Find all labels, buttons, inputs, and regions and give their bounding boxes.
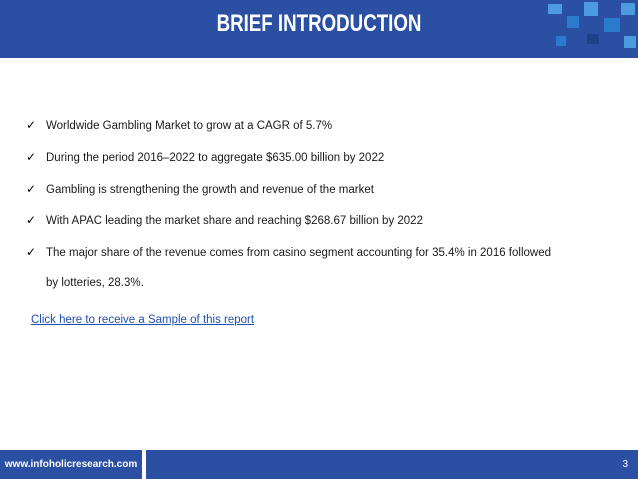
footer-website: www.infoholicresearch.com <box>0 450 142 479</box>
bullet-text: With APAC leading the market share and reaching $268.67 billion by 2022 <box>46 215 423 227</box>
bullet-text: Gambling is strengthening the growth and revenue of the market <box>46 184 374 196</box>
decorative-square <box>621 3 635 15</box>
footer-bar <box>146 450 638 479</box>
decorative-square <box>604 18 620 32</box>
bullet-item <box>26 118 332 132</box>
decorative-square <box>584 2 598 16</box>
decorative-square <box>548 4 562 14</box>
checkmark-icon: ✓ <box>26 150 37 164</box>
decorative-square <box>624 36 636 48</box>
bullet-continuation: by lotteries, 28.3%. <box>46 277 144 289</box>
bullet-item <box>26 150 384 164</box>
bullet-text: During the period 2016–2022 to aggregate $635.00 billion by 2022 <box>46 152 385 164</box>
slide-title: BRIEF INTRODUCTION <box>216 10 422 37</box>
decorative-square <box>556 36 566 46</box>
bullet-text: The major share of the revenue comes from casino segment accounting for 35.4% in 2016 followed <box>46 247 552 259</box>
checkmark-icon: ✓ <box>26 213 37 227</box>
bullet-item <box>26 182 374 196</box>
sample-report-link[interactable]: Click here to receive a Sample of this report <box>31 314 255 326</box>
slide-header <box>0 0 638 58</box>
bullet-text: Worldwide Gambling Market to grow at a CAGR of 5.7% <box>46 120 333 132</box>
checkmark-icon: ✓ <box>26 182 37 196</box>
page-number: 3 <box>622 459 628 470</box>
checkmark-icon: ✓ <box>26 245 37 259</box>
bullet-item <box>26 245 551 259</box>
bullet-item <box>26 213 423 227</box>
checkmark-icon: ✓ <box>26 118 37 132</box>
decorative-square <box>567 16 579 28</box>
decorative-square <box>587 34 599 44</box>
